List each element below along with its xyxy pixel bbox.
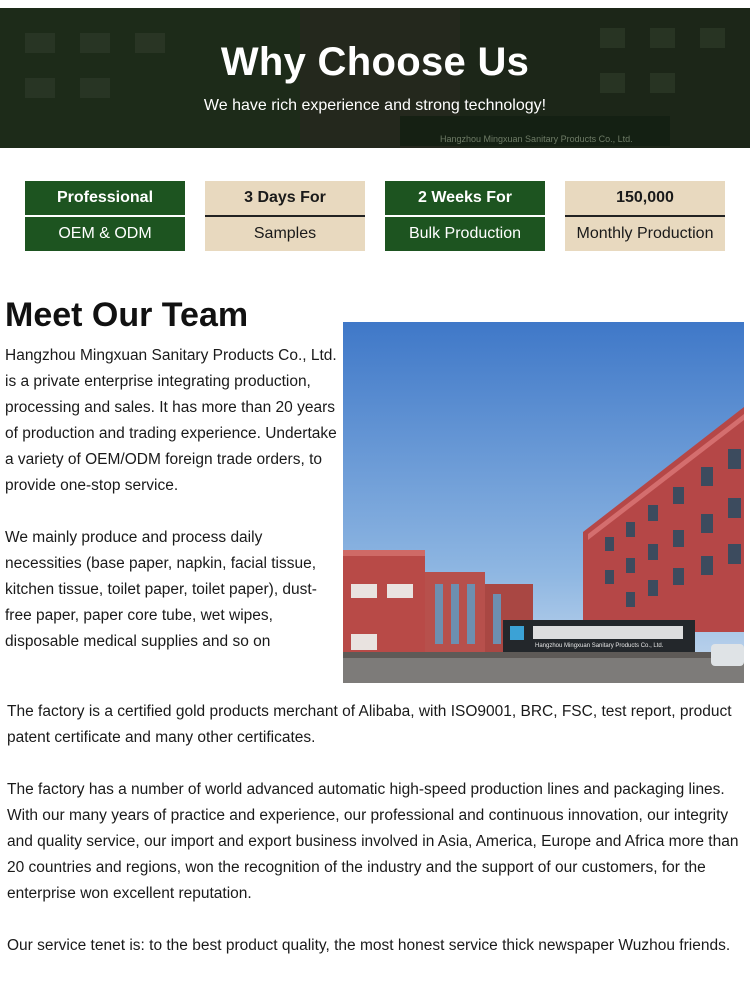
hero-sign-text: Hangzhou Mingxuan Sanitary Products Co., Ltd.: [440, 134, 633, 144]
stat-caption: Monthly Production: [565, 217, 725, 251]
stat-heading: 3 Days For: [205, 181, 365, 215]
team-description: [5, 343, 337, 681]
body-paragraph: The factory is a certified gold products merchant of Alibaba, with ISO9001, BRC, FSC, test report, product patent certificate and many other certificates.: [7, 703, 732, 746]
photo-sign-text: Hangzhou Mingxuan Sanitary Products Co., Ltd.: [535, 643, 664, 649]
stat-heading: 150,000: [565, 181, 725, 215]
team-paragraph: Hangzhou Mingxuan Sanitary Products Co., Ltd. is a private enterprise integrating production, processing and sales. It has more than 20 years of production and trading experience. Undertake a variety of OEM/ODM foreign trade orders, to provide one-stop service.: [5, 347, 337, 494]
stat-oem-odm: [25, 181, 185, 251]
hero-subtitle: We have rich experience and strong technology!: [203, 97, 547, 114]
stat-caption: Samples: [205, 217, 365, 251]
stat-monthly-production: [565, 181, 725, 251]
hero-title: Why Choose Us: [220, 40, 530, 84]
stat-samples: [205, 181, 365, 251]
stat-heading: 2 Weeks For: [385, 181, 545, 215]
factory-building-image: [343, 322, 744, 683]
team-title: Meet Our Team: [5, 296, 249, 334]
hero-banner: [0, 8, 750, 148]
factory-photo: [343, 322, 744, 683]
body-paragraph: Our service tenet is: to the best product quality, the most honest service thick newspaper Wuzhou friends.: [7, 937, 731, 954]
stat-bulk-production: [385, 181, 545, 251]
stat-caption: Bulk Production: [385, 217, 545, 251]
stat-heading: Professional: [25, 181, 185, 215]
body-paragraph: The factory has a number of world advanced automatic high-speed production lines and packaging lines. With our many years of practice and experience, our professional and continuous innovation, our integrity and quality service, our import and export business involved in Asia, America, Europe and Africa more than 20 countries and regions, won the recognition of the industry and the support of our customers, for the enterprise won excellent reputation.: [7, 781, 739, 902]
team-paragraph: We mainly produce and process daily necessities (base paper, napkin, facial tissue, kitchen tissue, toilet paper, toilet paper), dust-free paper, paper core tube, wet wipes, disposable medical supplies and so on: [5, 529, 317, 650]
stat-caption: OEM & ODM: [25, 217, 185, 251]
company-details: [7, 699, 745, 985]
